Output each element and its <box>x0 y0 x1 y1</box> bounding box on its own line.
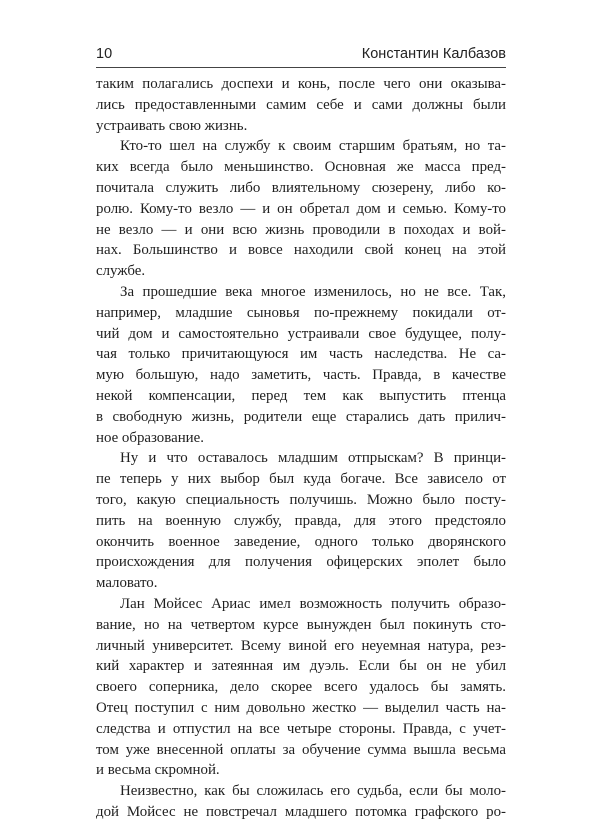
text-line: кий характер и затеянная им дуэль. Если бы он не убил <box>96 658 506 675</box>
text-line: Кто-то шел на службу к своим старшим братьям, но та- <box>120 138 506 155</box>
paragraph <box>96 448 506 594</box>
text-line: своего соперника, дело скорее всего удалось бы замять. <box>96 679 506 696</box>
text-line: чая только причитающуюся им часть наследства. Не са- <box>96 346 506 363</box>
text-line: ких всегда было меньшинство. Основная же масса пред- <box>96 159 506 176</box>
text-line: того, какую специальность получишь. Можно было посту- <box>96 491 506 508</box>
text-line: и весьма скромной. <box>96 762 220 779</box>
text-line: происхождения для получения офицерских эполет было <box>96 554 506 571</box>
text-line: службе. <box>96 263 146 280</box>
running-head <box>96 44 506 66</box>
text-line: пе теперь у них выбор был куда богаче. Все зависело от <box>96 471 506 488</box>
text-line: чий дом и самостоятельно устраивали свое будущее, полу- <box>96 325 506 342</box>
paragraph <box>96 781 506 823</box>
author-name: Константин Калбазов <box>361 46 506 62</box>
body-text <box>96 74 506 823</box>
text-line: Лан Мойсес Ариас имел возможность получить образо- <box>120 595 506 612</box>
header-divider <box>96 67 506 68</box>
text-line: дой Мойсес не повстречал младшего потомка графского ро- <box>96 803 506 820</box>
paragraph <box>96 594 506 781</box>
text-line: За прошедшие века многое изменилось, но не все. Так, <box>120 283 506 300</box>
text-line: Неизвестно, как бы сложилась его судьба, если бы моло- <box>120 783 506 800</box>
text-line: том уже внесенной оплаты за обучение сумма вышла весьма <box>96 741 506 758</box>
text-line: вание, но на четвертом курсе вынужден был покинуть сто- <box>96 616 506 633</box>
text-line: окончить военное заведение, одного только дворянского <box>96 533 506 550</box>
paragraph <box>96 282 506 448</box>
text-line: личный университет. Всему виной его неуемная натура, рез- <box>96 637 506 654</box>
paragraph <box>96 136 506 282</box>
text-line: следства и отпустил на все четыре стороны. Правда, с учет- <box>96 720 506 737</box>
text-line: ное образование. <box>96 429 204 446</box>
text-line: ролю. Кому-то везло — и он обретал дом и семью. Кому-то <box>96 200 506 217</box>
text-line: лись предоставленными самим себе и сами должны были <box>96 96 506 113</box>
page-number: 10 <box>96 46 113 62</box>
text-line: мую большую, надо заметить, часть. Правда, в качестве <box>96 367 506 384</box>
text-line: в свободную жизнь, родители еще старались дать прилич- <box>96 408 506 425</box>
text-line: нах. Большинство и вовсе находили свой конец на этой <box>96 242 506 259</box>
text-line: пить на военную службу, правда, для этого предстояло <box>96 512 506 529</box>
text-line: не везло — и они всю жизнь проводили в походах и вой- <box>96 221 506 238</box>
text-line: почитала служить либо влиятельному сюзерену, либо ко- <box>96 179 506 196</box>
text-line: таким полагались доспехи и конь, после чего они оказыва- <box>96 76 506 92</box>
text-line: Отец поступил с ним довольно жестко — выделил часть на- <box>96 699 506 716</box>
text-line: маловато. <box>96 575 158 592</box>
text-line: некой компенсации, перед тем как выпустить птенца <box>96 387 506 404</box>
text-line: Ну и что оставалось младшим отпрыскам? В принци- <box>120 450 506 467</box>
paragraph <box>96 74 506 136</box>
text-line: устраивать свою жизнь. <box>96 117 248 134</box>
text-line: например, младшие сыновья по-прежнему покидали от- <box>96 304 506 321</box>
